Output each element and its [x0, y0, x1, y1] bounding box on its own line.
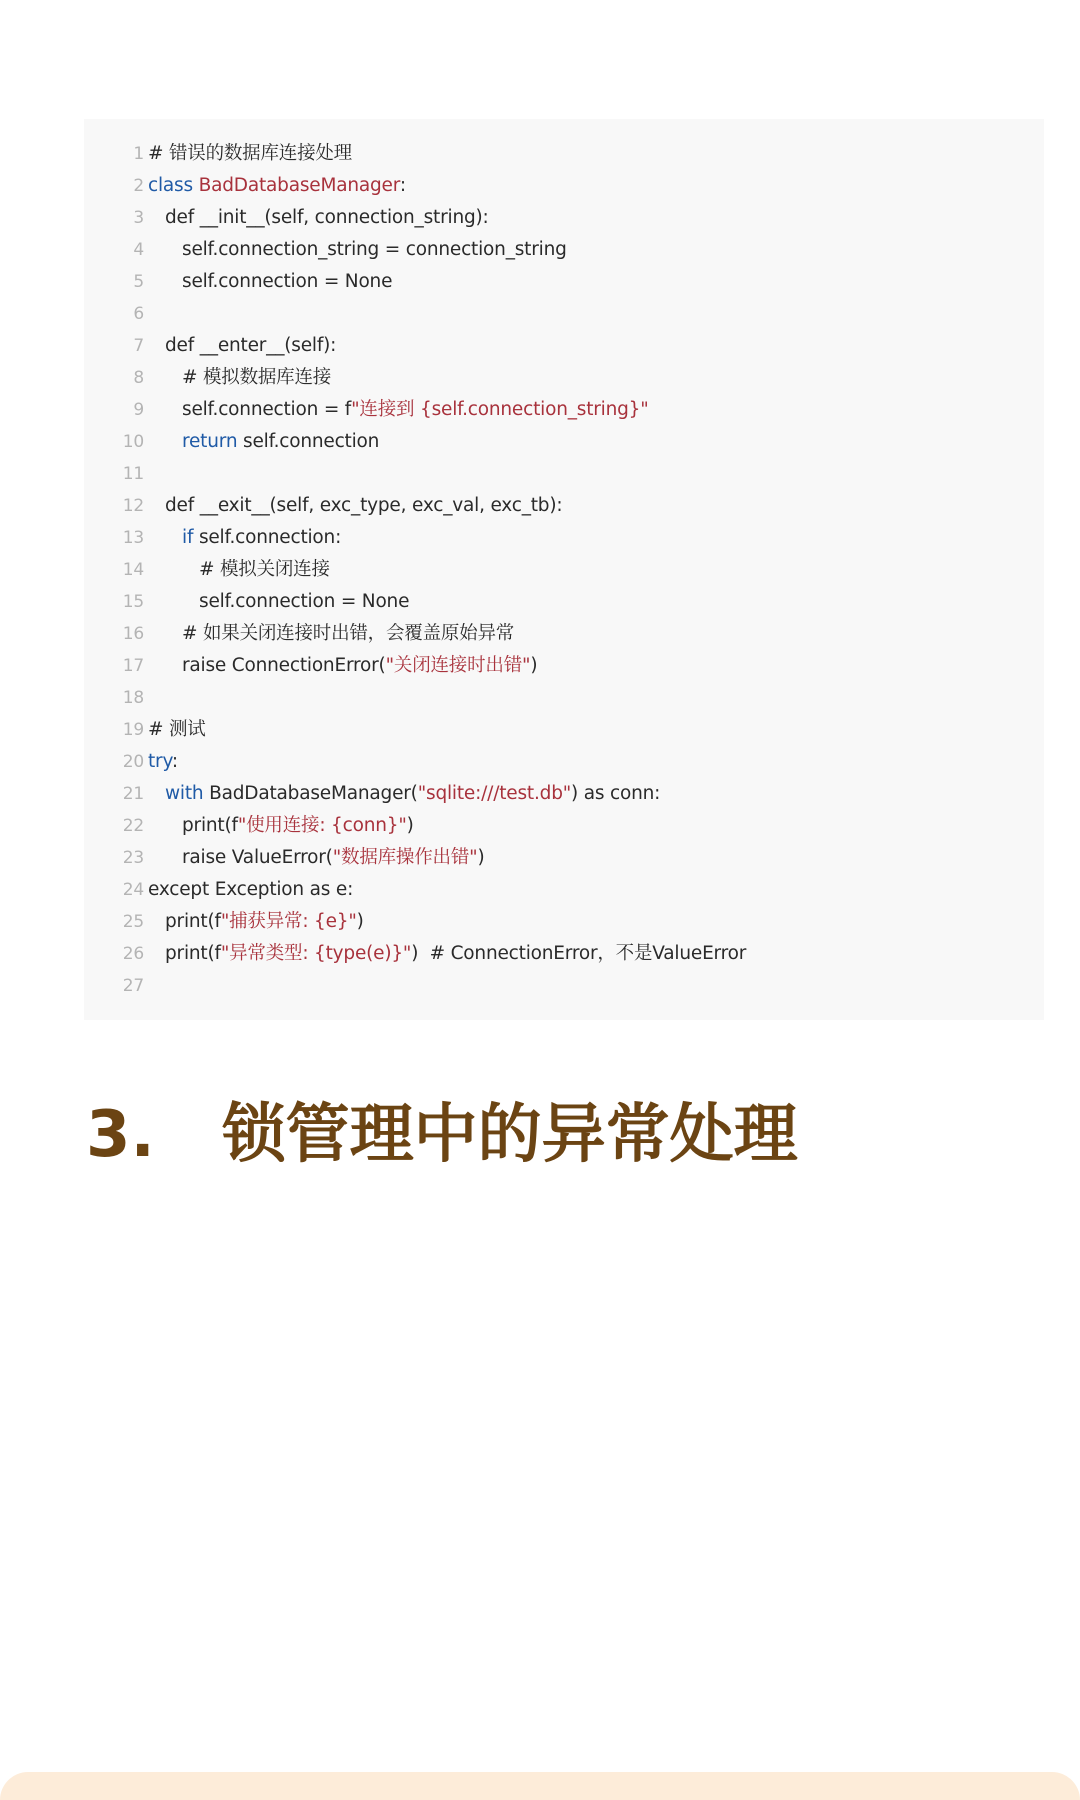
code-text: [182, 650, 537, 682]
code-token: ): [406, 815, 414, 836]
code-line: [84, 810, 1044, 842]
code-block: [84, 119, 1044, 1020]
code-text: [165, 490, 562, 522]
code-line: [84, 202, 1044, 234]
code-token: print(f: [165, 911, 221, 932]
line-number: 6: [133, 304, 144, 324]
code-token: self.connection = None: [199, 591, 410, 612]
line-number: 20: [122, 752, 144, 772]
line-number: 15: [122, 592, 144, 612]
code-string: "捕获异常: {e}": [220, 911, 357, 932]
code-text: [182, 394, 649, 426]
code-token: def __exit__(self, exc_type, exc_val, exc_tb):: [165, 495, 563, 516]
code-token: self.connection:: [198, 527, 342, 548]
section-heading: [86, 1093, 798, 1177]
code-text: [182, 842, 484, 874]
code-text: [182, 618, 514, 650]
line-number: 9: [133, 400, 144, 420]
line-number: 14: [122, 560, 144, 580]
code-string: "关闭连接时出错": [385, 655, 531, 676]
code-string: "sqlite:///test.db": [417, 783, 572, 804]
line-number: 22: [122, 816, 144, 836]
code-keyword: if: [182, 527, 199, 548]
line-number: 16: [122, 624, 144, 644]
code-comment: # 模拟关闭连接: [199, 559, 330, 580]
code-line: [84, 906, 1044, 938]
code-comment: # 错误的数据库连接处理: [148, 143, 352, 164]
code-token: def __enter__(self):: [165, 335, 337, 356]
line-number: 4: [133, 240, 144, 260]
line-number: 23: [122, 848, 144, 868]
code-string: "数据库操作出错": [332, 847, 478, 868]
code-text: [148, 714, 206, 746]
code-token: BadDatabaseManager(: [209, 783, 418, 804]
code-token: ): [477, 847, 485, 868]
code-line: [84, 970, 1044, 1002]
code-class-name: BadDatabaseManager: [198, 175, 400, 196]
code-text: [165, 778, 660, 810]
line-number: 18: [122, 688, 144, 708]
code-line: [84, 938, 1044, 970]
code-line: [84, 618, 1044, 650]
code-text: [182, 234, 567, 266]
code-line: [84, 522, 1044, 554]
code-comment: # 测试: [148, 719, 206, 740]
line-number: 13: [122, 528, 144, 548]
code-line: [84, 842, 1044, 874]
line-number: 11: [122, 464, 144, 484]
code-keyword: with: [165, 783, 210, 804]
code-text: [199, 586, 409, 618]
code-line: [84, 778, 1044, 810]
code-line: [84, 458, 1044, 490]
code-line: [84, 682, 1044, 714]
line-number: 1: [133, 144, 144, 164]
code-line: [84, 330, 1044, 362]
code-token: def __init__(self, connection_string):: [165, 207, 489, 228]
code-line: [84, 746, 1044, 778]
code-string: "使用连接: {conn}": [237, 815, 407, 836]
line-number: 25: [122, 912, 144, 932]
code-text: [182, 426, 379, 458]
code-text: [182, 522, 341, 554]
code-token: ): [530, 655, 538, 676]
line-number: 17: [122, 656, 144, 676]
code-text: [165, 330, 336, 362]
line-number: 5: [133, 272, 144, 292]
code-comment: # 如果关闭连接时出错，会覆盖原始异常: [182, 623, 515, 644]
code-keyword: try: [148, 751, 172, 772]
line-number: 3: [133, 208, 144, 228]
code-token: raise ConnectionError(: [182, 655, 386, 676]
code-line: [84, 554, 1044, 586]
code-line: [84, 586, 1044, 618]
code-comment: # 模拟数据库连接: [182, 367, 332, 388]
code-line: [84, 170, 1044, 202]
line-number: 2: [133, 176, 144, 196]
code-line: [84, 138, 1044, 170]
code-text: [182, 266, 392, 298]
code-text: [148, 138, 352, 170]
code-line: [84, 266, 1044, 298]
line-number: 19: [122, 720, 144, 740]
section-number: 3.: [86, 1098, 155, 1172]
code-line: [84, 394, 1044, 426]
code-token: self.connection = f: [182, 399, 352, 420]
line-number: 26: [122, 944, 144, 964]
code-text: [165, 202, 489, 234]
code-line: [84, 650, 1044, 682]
code-text: [148, 874, 353, 906]
code-token: self.connection: [243, 431, 380, 452]
code-token: print(f: [165, 943, 221, 964]
code-keyword: return: [182, 431, 244, 452]
line-number: 27: [122, 976, 144, 996]
line-number: 21: [122, 784, 144, 804]
code-keyword: class: [148, 175, 199, 196]
code-text: [165, 938, 746, 970]
code-text: [182, 362, 331, 394]
code-text: [148, 746, 178, 778]
code-token: ) as conn:: [571, 783, 661, 804]
code-token: ): [356, 911, 364, 932]
code-token: :: [399, 175, 406, 196]
code-line: [84, 490, 1044, 522]
code-line: [84, 874, 1044, 906]
code-line: [84, 234, 1044, 266]
line-number: 8: [133, 368, 144, 388]
code-line: [84, 714, 1044, 746]
code-token: ) # ConnectionError，不是ValueError: [411, 943, 747, 964]
code-text: [182, 810, 414, 842]
code-token: raise ValueError(: [182, 847, 333, 868]
line-number: 24: [122, 880, 144, 900]
code-token: except Exception as e:: [148, 879, 354, 900]
code-string: "异常类型: {type(e)}": [220, 943, 412, 964]
line-number: 12: [122, 496, 144, 516]
code-line: [84, 298, 1044, 330]
code-text: [165, 906, 364, 938]
code-string: "连接到 {self.connection_string}": [351, 399, 649, 420]
code-token: :: [171, 751, 178, 772]
code-token: print(f: [182, 815, 238, 836]
code-token: self.connection_string = connection_string: [182, 239, 567, 260]
line-number: 7: [133, 336, 144, 356]
code-line: [84, 362, 1044, 394]
bottom-decorative-band: [0, 1772, 1080, 1800]
code-token: self.connection = None: [182, 271, 393, 292]
code-text: [148, 170, 406, 202]
code-text: [199, 554, 330, 586]
section-title: 锁管理中的异常处理: [221, 1098, 798, 1172]
line-number: 10: [122, 432, 144, 452]
code-line: [84, 426, 1044, 458]
